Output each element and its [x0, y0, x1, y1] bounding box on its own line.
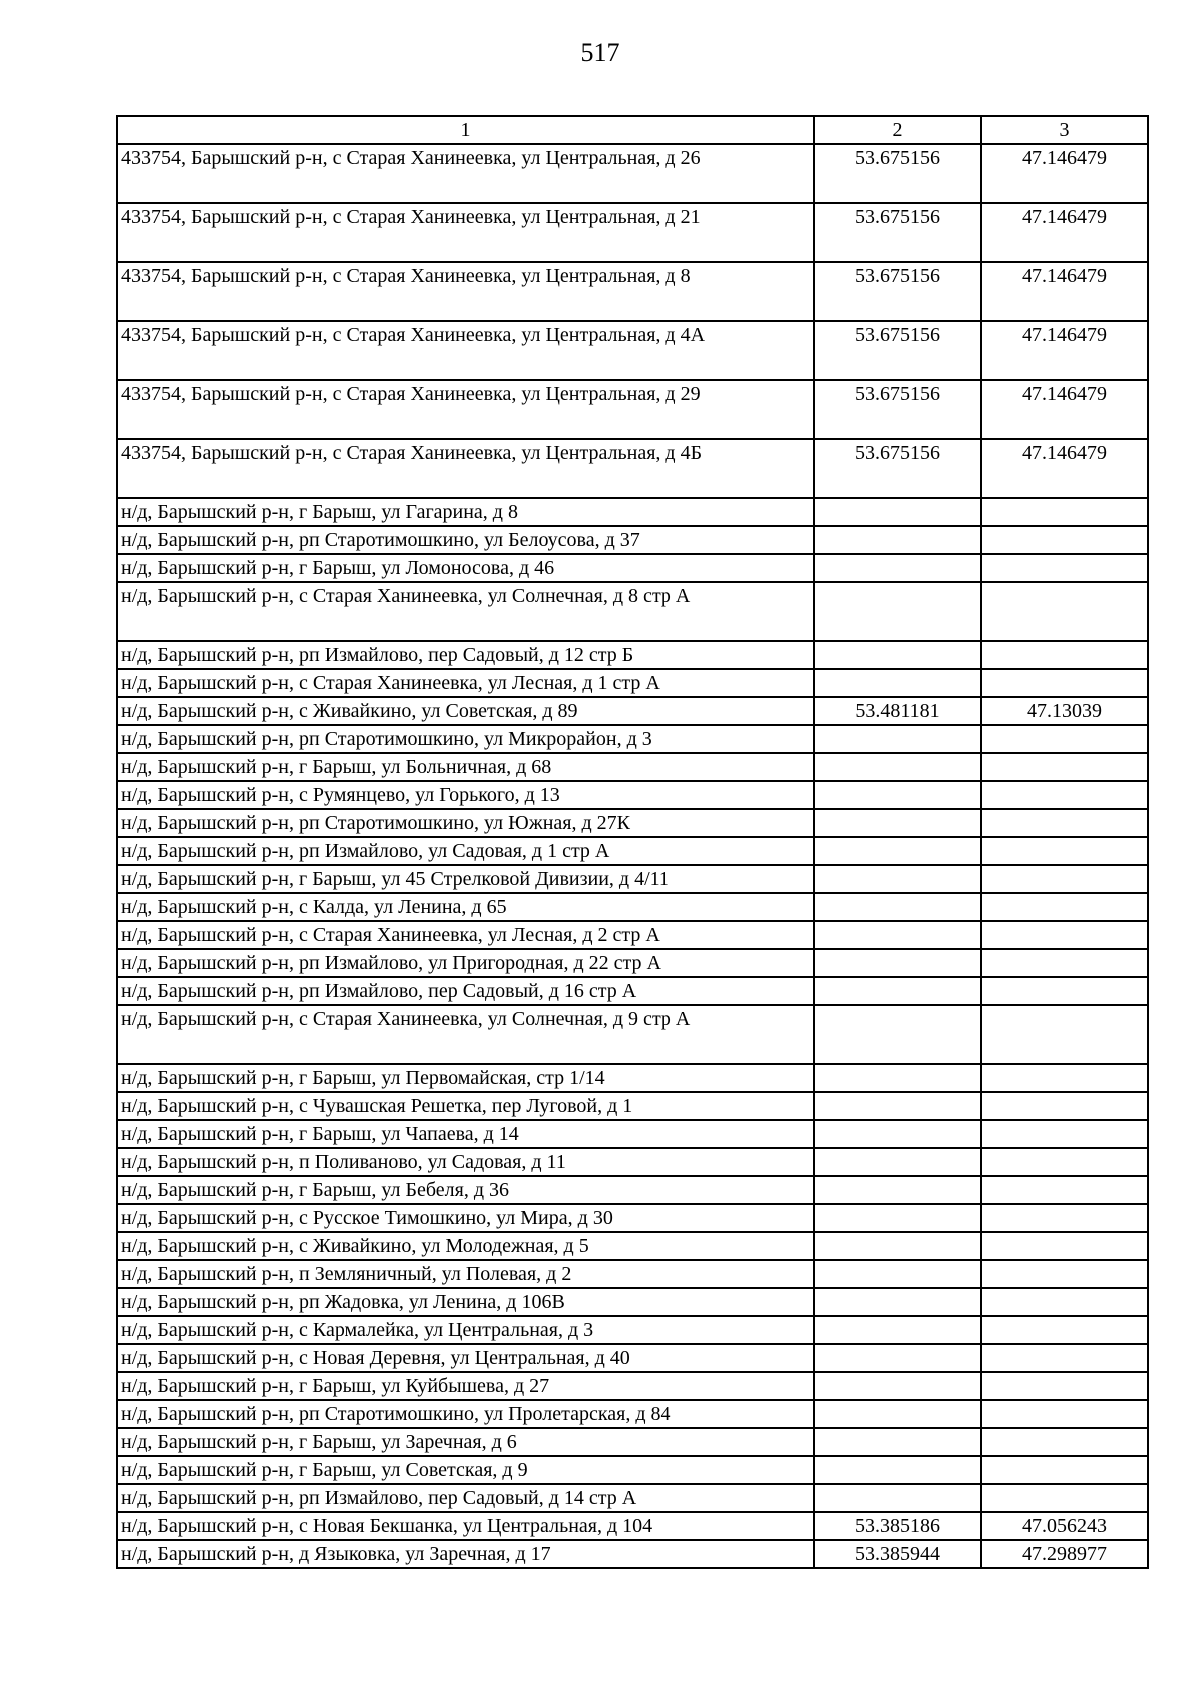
- latitude-cell: [814, 1456, 981, 1484]
- address-cell: н/д, Барышский р-н, г Барыш, ул Чапаева, д 14: [117, 1120, 814, 1148]
- longitude-cell: 47.146479: [981, 321, 1148, 380]
- latitude-cell: [814, 641, 981, 669]
- address-cell: н/д, Барышский р-н, с Старая Ханинеевка, ул Солнечная, д 8 стр А: [117, 582, 814, 641]
- address-cell: н/д, Барышский р-н, д Языковка, ул Заречная, д 17: [117, 1540, 814, 1568]
- longitude-cell: 47.13039: [981, 697, 1148, 725]
- table-row: [117, 498, 1148, 526]
- longitude-cell: [981, 1400, 1148, 1428]
- address-cell: н/д, Барышский р-н, с Новая Деревня, ул Центральная, д 40: [117, 1344, 814, 1372]
- longitude-cell: [981, 1005, 1148, 1064]
- latitude-cell: [814, 893, 981, 921]
- longitude-cell: [981, 781, 1148, 809]
- table-row: [117, 1512, 1148, 1540]
- address-cell: 433754, Барышский р-н, с Старая Ханинеевка, ул Центральная, д 4Б: [117, 439, 814, 498]
- address-cell: н/д, Барышский р-н, рп Измайлово, пер Садовый, д 16 стр А: [117, 977, 814, 1005]
- longitude-cell: [981, 1260, 1148, 1288]
- address-cell: н/д, Барышский р-н, с Новая Бекшанка, ул Центральная, д 104: [117, 1512, 814, 1540]
- latitude-cell: 53.675156: [814, 439, 981, 498]
- latitude-cell: [814, 725, 981, 753]
- table-row: [117, 753, 1148, 781]
- table-row: [117, 1148, 1148, 1176]
- latitude-cell: [814, 1484, 981, 1512]
- column-header-1: 1: [117, 116, 814, 144]
- table-row: [117, 1540, 1148, 1568]
- longitude-cell: [981, 809, 1148, 837]
- address-cell: н/д, Барышский р-н, г Барыш, ул Бебеля, д 36: [117, 1176, 814, 1204]
- latitude-cell: 53.675156: [814, 321, 981, 380]
- latitude-cell: [814, 1092, 981, 1120]
- address-cell: н/д, Барышский р-н, рп Старотимошкино, ул Белоусова, д 37: [117, 526, 814, 554]
- longitude-cell: 47.146479: [981, 144, 1148, 203]
- address-coordinates-table: [116, 115, 1149, 1569]
- latitude-cell: [814, 1232, 981, 1260]
- latitude-cell: [814, 781, 981, 809]
- table-row: [117, 865, 1148, 893]
- table-row: [117, 1344, 1148, 1372]
- latitude-cell: [814, 1005, 981, 1064]
- address-cell: 433754, Барышский р-н, с Старая Ханинеевка, ул Центральная, д 21: [117, 203, 814, 262]
- table-row: [117, 1232, 1148, 1260]
- latitude-cell: 53.385186: [814, 1512, 981, 1540]
- table-row: [117, 1316, 1148, 1344]
- table-row: [117, 893, 1148, 921]
- table-row: [117, 1400, 1148, 1428]
- address-cell: н/д, Барышский р-н, с Калда, ул Ленина, д 65: [117, 893, 814, 921]
- longitude-cell: [981, 1176, 1148, 1204]
- table-row: [117, 380, 1148, 439]
- longitude-cell: [981, 949, 1148, 977]
- latitude-cell: [814, 582, 981, 641]
- latitude-cell: [814, 526, 981, 554]
- latitude-cell: [814, 498, 981, 526]
- longitude-cell: [981, 1484, 1148, 1512]
- address-cell: н/д, Барышский р-н, рп Измайлово, ул Садовая, д 1 стр А: [117, 837, 814, 865]
- longitude-cell: [981, 1064, 1148, 1092]
- latitude-cell: [814, 1428, 981, 1456]
- longitude-cell: [981, 977, 1148, 1005]
- table-row: [117, 641, 1148, 669]
- latitude-cell: [814, 1400, 981, 1428]
- address-cell: 433754, Барышский р-н, с Старая Ханинеевка, ул Центральная, д 4А: [117, 321, 814, 380]
- address-cell: н/д, Барышский р-н, г Барыш, ул Больничная, д 68: [117, 753, 814, 781]
- table-row: [117, 144, 1148, 203]
- longitude-cell: [981, 498, 1148, 526]
- address-cell: н/д, Барышский р-н, с Румянцево, ул Горького, д 13: [117, 781, 814, 809]
- latitude-cell: [814, 1260, 981, 1288]
- longitude-cell: 47.146479: [981, 439, 1148, 498]
- latitude-cell: [814, 1204, 981, 1232]
- table-row: [117, 203, 1148, 262]
- address-cell: н/д, Барышский р-н, г Барыш, ул Первомайская, стр 1/14: [117, 1064, 814, 1092]
- longitude-cell: [981, 526, 1148, 554]
- latitude-cell: [814, 1344, 981, 1372]
- latitude-cell: [814, 949, 981, 977]
- longitude-cell: [981, 1288, 1148, 1316]
- latitude-cell: [814, 1176, 981, 1204]
- table-row: [117, 1064, 1148, 1092]
- table-row: [117, 1120, 1148, 1148]
- table-row: [117, 725, 1148, 753]
- table-row: [117, 809, 1148, 837]
- table-row: [117, 321, 1148, 380]
- address-cell: н/д, Барышский р-н, рп Измайлово, ул Пригородная, д 22 стр А: [117, 949, 814, 977]
- table-row: [117, 669, 1148, 697]
- address-cell: н/д, Барышский р-н, с Чувашская Решетка, пер Луговой, д 1: [117, 1092, 814, 1120]
- longitude-cell: [981, 554, 1148, 582]
- table-row: [117, 697, 1148, 725]
- table-row: [117, 1092, 1148, 1120]
- longitude-cell: 47.056243: [981, 1512, 1148, 1540]
- latitude-cell: [814, 977, 981, 1005]
- table-row: [117, 781, 1148, 809]
- address-cell: 433754, Барышский р-н, с Старая Ханинеевка, ул Центральная, д 26: [117, 144, 814, 203]
- column-header-2: 2: [814, 116, 981, 144]
- longitude-cell: [981, 1148, 1148, 1176]
- longitude-cell: [981, 921, 1148, 949]
- latitude-cell: [814, 1372, 981, 1400]
- latitude-cell: [814, 1120, 981, 1148]
- table-row: [117, 977, 1148, 1005]
- table-row: [117, 262, 1148, 321]
- latitude-cell: 53.481181: [814, 697, 981, 725]
- address-cell: н/д, Барышский р-н, рп Измайлово, пер Садовый, д 14 стр А: [117, 1484, 814, 1512]
- longitude-cell: [981, 893, 1148, 921]
- latitude-cell: [814, 554, 981, 582]
- address-cell: н/д, Барышский р-н, с Старая Ханинеевка, ул Лесная, д 1 стр А: [117, 669, 814, 697]
- address-cell: н/д, Барышский р-н, с Живайкино, ул Молодежная, д 5: [117, 1232, 814, 1260]
- table-row: [117, 1204, 1148, 1232]
- longitude-cell: [981, 1232, 1148, 1260]
- page-number: 517: [580, 38, 620, 67]
- table-row: [117, 1005, 1148, 1064]
- longitude-cell: [981, 725, 1148, 753]
- longitude-cell: [981, 582, 1148, 641]
- longitude-cell: [981, 1316, 1148, 1344]
- longitude-cell: [981, 865, 1148, 893]
- latitude-cell: [814, 865, 981, 893]
- table-row: [117, 1176, 1148, 1204]
- address-cell: н/д, Барышский р-н, п Поливаново, ул Садовая, д 11: [117, 1148, 814, 1176]
- address-cell: н/д, Барышский р-н, г Барыш, ул Куйбышева, д 27: [117, 1372, 814, 1400]
- address-cell: н/д, Барышский р-н, рп Измайлово, пер Садовый, д 12 стр Б: [117, 641, 814, 669]
- address-cell: н/д, Барышский р-н, г Барыш, ул 45 Стрелковой Дивизии, д 4/11: [117, 865, 814, 893]
- address-cell: н/д, Барышский р-н, г Барыш, ул Гагарина, д 8: [117, 498, 814, 526]
- longitude-cell: 47.146479: [981, 380, 1148, 439]
- address-cell: н/д, Барышский р-н, п Земляничный, ул Полевая, д 2: [117, 1260, 814, 1288]
- table-row: [117, 526, 1148, 554]
- latitude-cell: 53.675156: [814, 380, 981, 439]
- longitude-cell: 47.146479: [981, 203, 1148, 262]
- table-row: [117, 949, 1148, 977]
- longitude-cell: [981, 1456, 1148, 1484]
- address-cell: н/д, Барышский р-н, рп Жадовка, ул Ленина, д 106В: [117, 1288, 814, 1316]
- longitude-cell: [981, 1204, 1148, 1232]
- address-cell: н/д, Барышский р-н, г Барыш, ул Советская, д 9: [117, 1456, 814, 1484]
- table-body: [117, 144, 1148, 1568]
- latitude-cell: [814, 753, 981, 781]
- latitude-cell: 53.675156: [814, 144, 981, 203]
- address-cell: н/д, Барышский р-н, с Русское Тимошкино, ул Мира, д 30: [117, 1204, 814, 1232]
- latitude-cell: 53.385944: [814, 1540, 981, 1568]
- table-row: [117, 921, 1148, 949]
- latitude-cell: [814, 809, 981, 837]
- address-cell: н/д, Барышский р-н, с Кармалейка, ул Центральная, д 3: [117, 1316, 814, 1344]
- table-header-row: [117, 116, 1148, 144]
- address-cell: н/д, Барышский р-н, рп Старотимошкино, ул Пролетарская, д 84: [117, 1400, 814, 1428]
- address-cell: н/д, Барышский р-н, с Живайкино, ул Советская, д 89: [117, 697, 814, 725]
- latitude-cell: [814, 1148, 981, 1176]
- longitude-cell: [981, 641, 1148, 669]
- table-row: [117, 554, 1148, 582]
- latitude-cell: [814, 1288, 981, 1316]
- table-row: [117, 837, 1148, 865]
- address-cell: н/д, Барышский р-н, г Барыш, ул Заречная, д 6: [117, 1428, 814, 1456]
- longitude-cell: 47.146479: [981, 262, 1148, 321]
- longitude-cell: [981, 1428, 1148, 1456]
- longitude-cell: [981, 1344, 1148, 1372]
- address-cell: н/д, Барышский р-н, рп Старотимошкино, ул Южная, д 27К: [117, 809, 814, 837]
- address-cell: н/д, Барышский р-н, с Старая Ханинеевка, ул Лесная, д 2 стр А: [117, 921, 814, 949]
- table-row: [117, 1288, 1148, 1316]
- table-row: [117, 1260, 1148, 1288]
- latitude-cell: 53.675156: [814, 262, 981, 321]
- table-row: [117, 1484, 1148, 1512]
- address-cell: н/д, Барышский р-н, рп Старотимошкино, ул Микрорайон, д 3: [117, 725, 814, 753]
- latitude-cell: 53.675156: [814, 203, 981, 262]
- longitude-cell: [981, 837, 1148, 865]
- longitude-cell: 47.298977: [981, 1540, 1148, 1568]
- latitude-cell: [814, 669, 981, 697]
- address-cell: 433754, Барышский р-н, с Старая Ханинеевка, ул Центральная, д 29: [117, 380, 814, 439]
- column-header-3: 3: [981, 116, 1148, 144]
- longitude-cell: [981, 753, 1148, 781]
- table-row: [117, 439, 1148, 498]
- longitude-cell: [981, 669, 1148, 697]
- longitude-cell: [981, 1092, 1148, 1120]
- table-row: [117, 1456, 1148, 1484]
- table-row: [117, 1372, 1148, 1400]
- longitude-cell: [981, 1120, 1148, 1148]
- table-row: [117, 582, 1148, 641]
- latitude-cell: [814, 1064, 981, 1092]
- latitude-cell: [814, 837, 981, 865]
- latitude-cell: [814, 921, 981, 949]
- longitude-cell: [981, 1372, 1148, 1400]
- address-cell: 433754, Барышский р-н, с Старая Ханинеевка, ул Центральная, д 8: [117, 262, 814, 321]
- address-cell: н/д, Барышский р-н, г Барыш, ул Ломоносова, д 46: [117, 554, 814, 582]
- table-row: [117, 1428, 1148, 1456]
- address-cell: н/д, Барышский р-н, с Старая Ханинеевка, ул Солнечная, д 9 стр А: [117, 1005, 814, 1064]
- latitude-cell: [814, 1316, 981, 1344]
